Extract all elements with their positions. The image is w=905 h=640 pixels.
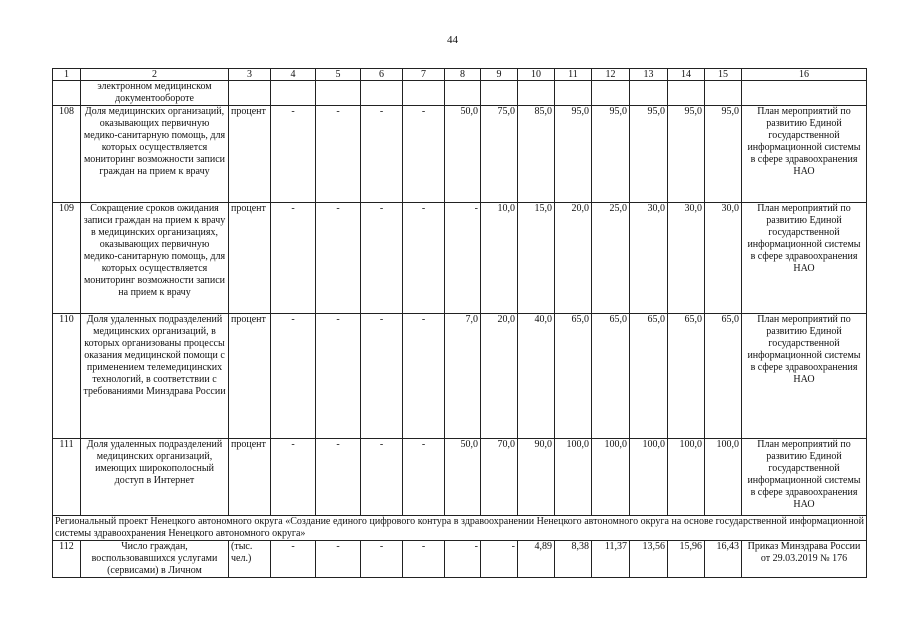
header-row-cell-10: 10 — [518, 69, 555, 81]
table-row-continued-cell-2: электронном медицинском документообороте — [81, 81, 229, 106]
header-row — [53, 69, 867, 81]
table-row-cell-14: 95,0 — [668, 106, 705, 203]
table-row-cell-16: План мероприятий по развитию Единой государственной информационной системы в сфере здравоохранения НАО — [742, 439, 867, 516]
table-row-cell-16: Приказ Минздрава России от 29.03.2019 № 176 — [742, 541, 867, 578]
table-row-cell-9: 20,0 — [481, 314, 518, 439]
table-row-cell-13: 100,0 — [630, 439, 668, 516]
table-row-cell-4: - — [271, 106, 316, 203]
table-row-continued-cell-5 — [316, 81, 361, 106]
table-row-continued-cell-9 — [481, 81, 518, 106]
table-row — [53, 106, 867, 203]
table-row-cell-7: - — [403, 439, 445, 516]
table-row-cell-3: процент — [229, 314, 271, 439]
table-row-cell-2: Доля удаленных подразделений медицинских организаций, имеющих широкополосный доступ в Интернет — [81, 439, 229, 516]
table-row-cell-1: 111 — [53, 439, 81, 516]
header-row-cell-16: 16 — [742, 69, 867, 81]
table-row-cell-11: 8,38 — [555, 541, 592, 578]
header-row-cell-7: 7 — [403, 69, 445, 81]
table-row — [53, 203, 867, 314]
table-row-cell-7: - — [403, 106, 445, 203]
table-row-cell-8: 7,0 — [445, 314, 481, 439]
table-row — [53, 541, 867, 578]
table-row-continued-cell-4 — [271, 81, 316, 106]
table-row-cell-3: процент — [229, 439, 271, 516]
table-row-cell-4: - — [271, 203, 316, 314]
table-body — [53, 69, 867, 578]
table-row-cell-12: 25,0 — [592, 203, 630, 314]
table-row-cell-3: процент — [229, 106, 271, 203]
header-row-cell-15: 15 — [705, 69, 742, 81]
section-title: Региональный проект Ненецкого автономного округа «Создание единого цифрового контура в здравоохранении Ненецкого автономного округа на основе государственной информационной системы здравоохранения Ненецкого автономного округа» — [53, 516, 867, 541]
table-row-cell-4: - — [271, 541, 316, 578]
table-row-cell-12: 100,0 — [592, 439, 630, 516]
header-row-cell-12: 12 — [592, 69, 630, 81]
table-row-cell-16: План мероприятий по развитию Единой государственной информационной системы в сфере здравоохранения НАО — [742, 314, 867, 439]
table-row-continued-cell-8 — [445, 81, 481, 106]
table-row-cell-7: - — [403, 314, 445, 439]
table-row-cell-9: 10,0 — [481, 203, 518, 314]
table-row-cell-2: Сокращение сроков ожидания записи граждан на прием к врачу в медицинских организациях, оказывающих первичную медико-санитарную помощь, для которых осуществляется мониторинг возможности записи на прием к врачу — [81, 203, 229, 314]
header-row-cell-9: 9 — [481, 69, 518, 81]
table-row-continued-cell-7 — [403, 81, 445, 106]
table-row-continued-cell-13 — [630, 81, 668, 106]
table-row-cell-15: 100,0 — [705, 439, 742, 516]
header-row-cell-6: 6 — [361, 69, 403, 81]
table-row-cell-1: 109 — [53, 203, 81, 314]
table-row-cell-4: - — [271, 439, 316, 516]
table-row-cell-5: - — [316, 203, 361, 314]
table-row-cell-14: 15,96 — [668, 541, 705, 578]
header-row-cell-3: 3 — [229, 69, 271, 81]
table-row-continued-cell-3 — [229, 81, 271, 106]
header-row-cell-14: 14 — [668, 69, 705, 81]
table-row-cell-15: 95,0 — [705, 106, 742, 203]
table-row-cell-8: - — [445, 541, 481, 578]
table-row-cell-9: 75,0 — [481, 106, 518, 203]
table-row-continued-cell-10 — [518, 81, 555, 106]
table-row-cell-13: 65,0 — [630, 314, 668, 439]
table-row-cell-11: 65,0 — [555, 314, 592, 439]
table-row-cell-10: 85,0 — [518, 106, 555, 203]
table-row-cell-5: - — [316, 106, 361, 203]
table-row-cell-11: 95,0 — [555, 106, 592, 203]
table-row-cell-4: - — [271, 314, 316, 439]
table-row — [53, 439, 867, 516]
table-row-cell-5: - — [316, 541, 361, 578]
page-number: 44 — [447, 34, 458, 46]
table-row-cell-7: - — [403, 541, 445, 578]
table-row-continued-cell-15 — [705, 81, 742, 106]
table-row-cell-6: - — [361, 106, 403, 203]
table-row-cell-6: - — [361, 314, 403, 439]
section-row — [53, 516, 867, 541]
table-row — [53, 314, 867, 439]
table-row-cell-14: 65,0 — [668, 314, 705, 439]
table-row-cell-10: 90,0 — [518, 439, 555, 516]
header-row-cell-5: 5 — [316, 69, 361, 81]
table-row-cell-9: 70,0 — [481, 439, 518, 516]
table-row-cell-8: - — [445, 203, 481, 314]
indicators-table — [52, 68, 867, 578]
table-row-continued-cell-6 — [361, 81, 403, 106]
table-row-cell-10: 4,89 — [518, 541, 555, 578]
table-row-cell-13: 30,0 — [630, 203, 668, 314]
header-row-cell-8: 8 — [445, 69, 481, 81]
table-row-cell-1: 110 — [53, 314, 81, 439]
header-row-cell-4: 4 — [271, 69, 316, 81]
table-row-cell-7: - — [403, 203, 445, 314]
table-row-cell-1: 108 — [53, 106, 81, 203]
table-row-continued-cell-16 — [742, 81, 867, 106]
table-row-cell-13: 95,0 — [630, 106, 668, 203]
header-row-cell-2: 2 — [81, 69, 229, 81]
table-row-cell-16: План мероприятий по развитию Единой государственной информационной системы в сфере здравоохранения НАО — [742, 106, 867, 203]
table-row-cell-2: Доля медицинских организаций, оказывающих первичную медико-санитарную помощь, для которых осуществляется мониторинг возможности записи граждан на прием к врачу — [81, 106, 229, 203]
header-row-cell-11: 11 — [555, 69, 592, 81]
table-row-continued-cell-14 — [668, 81, 705, 106]
table-row-cell-11: 100,0 — [555, 439, 592, 516]
table-row-cell-8: 50,0 — [445, 106, 481, 203]
table-row-continued-cell-1 — [53, 81, 81, 106]
table-row-cell-14: 30,0 — [668, 203, 705, 314]
table-row-cell-16: План мероприятий по развитию Единой государственной информационной системы в сфере здравоохранения НАО — [742, 203, 867, 314]
table-row-cell-15: 65,0 — [705, 314, 742, 439]
header-row-cell-1: 1 — [53, 69, 81, 81]
table-row-cell-2: Доля удаленных подразделений медицинских организаций, в которых организованы процессы оказания медицинской помощи с применением телемедицинских технологий, в соответствии с требованиями Минздрава России — [81, 314, 229, 439]
table-row-cell-6: - — [361, 541, 403, 578]
table-row-cell-14: 100,0 — [668, 439, 705, 516]
table-row-cell-15: 30,0 — [705, 203, 742, 314]
table-row-cell-10: 40,0 — [518, 314, 555, 439]
table-row-continued — [53, 81, 867, 106]
table-row-cell-5: - — [316, 314, 361, 439]
table-row-cell-5: - — [316, 439, 361, 516]
table-row-continued-cell-12 — [592, 81, 630, 106]
table-row-cell-10: 15,0 — [518, 203, 555, 314]
table-row-cell-8: 50,0 — [445, 439, 481, 516]
table-row-cell-12: 65,0 — [592, 314, 630, 439]
table-row-cell-13: 13,56 — [630, 541, 668, 578]
table-row-continued-cell-11 — [555, 81, 592, 106]
table-row-cell-3: процент — [229, 203, 271, 314]
table-row-cell-6: - — [361, 439, 403, 516]
table-row-cell-3: (тыс. чел.) — [229, 541, 271, 578]
table-row-cell-6: - — [361, 203, 403, 314]
table-row-cell-15: 16,43 — [705, 541, 742, 578]
table-row-cell-12: 95,0 — [592, 106, 630, 203]
header-row-cell-13: 13 — [630, 69, 668, 81]
table-row-cell-11: 20,0 — [555, 203, 592, 314]
table-row-cell-12: 11,37 — [592, 541, 630, 578]
table-row-cell-1: 112 — [53, 541, 81, 578]
table-row-cell-2: Число граждан, воспользовавшихся услугами (сервисами) в Личном — [81, 541, 229, 578]
table-row-cell-9: - — [481, 541, 518, 578]
